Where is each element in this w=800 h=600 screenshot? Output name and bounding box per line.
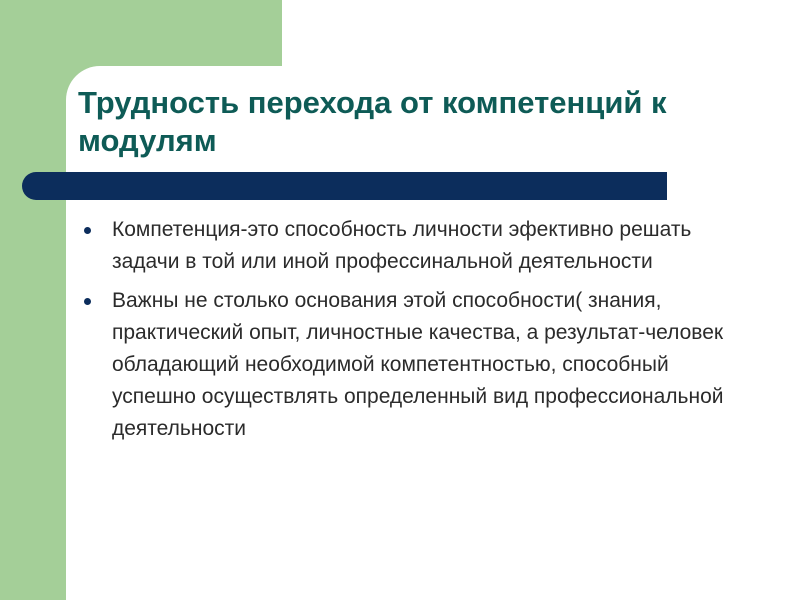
bullet-item — [82, 285, 742, 445]
bullet-text: Компетенция-это способность личности эфективно решать задачи в той или иной профессинальной деятельности — [112, 218, 692, 273]
bullet-item — [82, 214, 742, 278]
bullet-dot-icon — [84, 298, 91, 305]
bullet-text: Важны не столько основания этой способности( знания, практический опыт, личностные качества, а результат-человек обладающий необходимой компетентностью, способный успешно осуществлять определенный вид профессиональной деятельности — [112, 289, 724, 440]
bullet-list — [82, 214, 742, 452]
title-divider-bar — [22, 172, 667, 200]
bullet-dot-icon — [84, 227, 91, 234]
slide-title: Трудность перехода от компетенций к модулям — [78, 85, 667, 158]
